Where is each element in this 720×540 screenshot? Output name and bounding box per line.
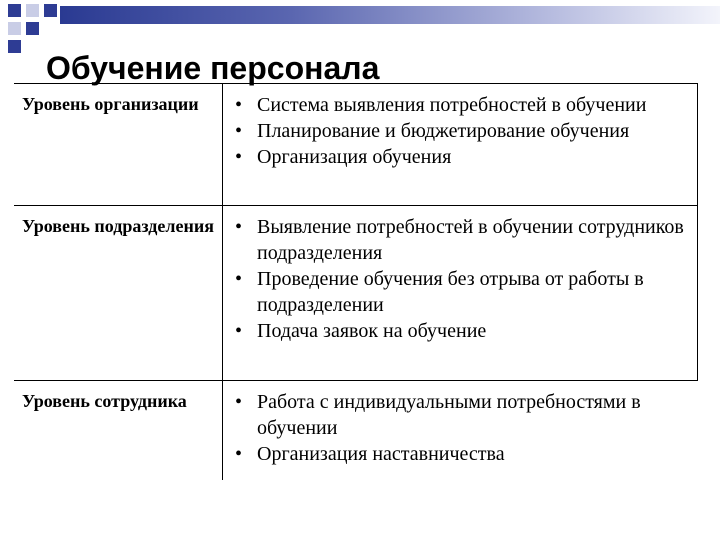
decor-square-icon xyxy=(44,4,57,17)
bullet-list xyxy=(231,389,690,467)
list-item: • Подача заявок на обучение xyxy=(231,318,689,344)
list-item: • Организация обучения xyxy=(231,144,689,170)
bullet-list xyxy=(231,92,689,170)
level-cell-department: Уровень подразделения xyxy=(14,206,223,381)
list-item: • Проведение обучения без отрыва от работы в подразделении xyxy=(231,266,689,318)
decor-square-icon xyxy=(26,4,39,17)
training-levels-table xyxy=(14,83,698,480)
level-cell-organization: Уровень организации xyxy=(14,84,223,206)
bullet-list xyxy=(231,214,689,344)
decor-square-icon xyxy=(26,22,39,35)
list-item: • Работа с индивидуальными потребностями в обучении xyxy=(231,389,690,441)
table-row xyxy=(14,206,698,381)
level-cell-employee: Уровень сотрудника xyxy=(14,381,223,481)
items-cell-organization xyxy=(223,84,698,206)
items-cell-department xyxy=(223,206,698,381)
table-row xyxy=(14,381,698,481)
list-item: • Планирование и бюджетирование обучения xyxy=(231,118,689,144)
list-item: • Организация наставничества xyxy=(231,441,690,467)
decor-square-icon xyxy=(8,40,21,53)
items-cell-employee xyxy=(223,381,698,481)
table-row xyxy=(14,84,698,206)
page-title: Обучение персонала xyxy=(46,50,380,86)
decor-square-icon xyxy=(8,4,21,17)
decor-square-icon xyxy=(8,22,21,35)
list-item: • Выявление потребностей в обучении сотрудников подразделения xyxy=(231,214,689,266)
list-item: • Система выявления потребностей в обучении xyxy=(231,92,689,118)
header-gradient-band xyxy=(60,6,720,24)
